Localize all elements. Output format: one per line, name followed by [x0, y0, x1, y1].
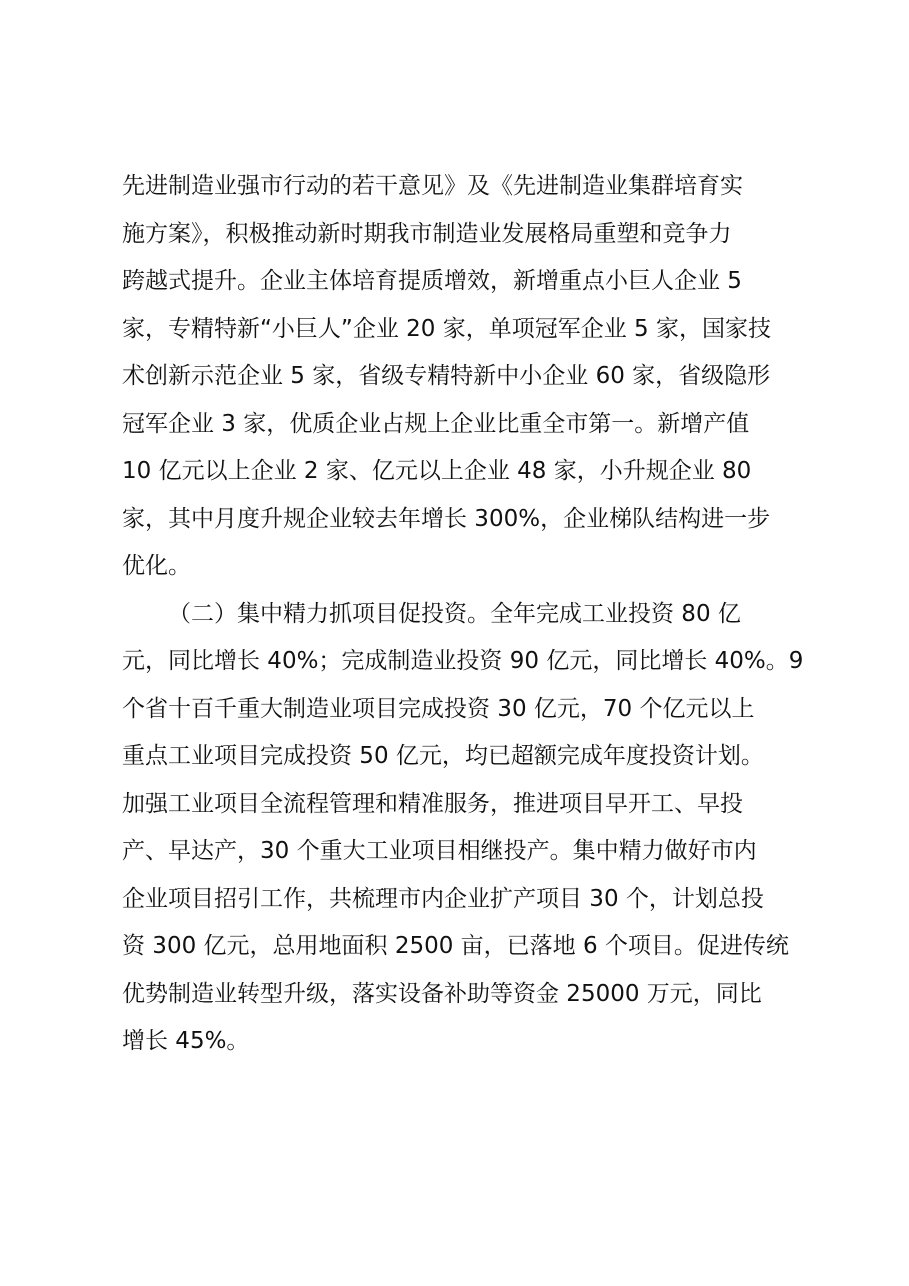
paragraph-line: 10 亿元以上企业 2 家、亿元以上企业 48 家，小升规企业 80 — [122, 458, 752, 484]
paragraph-line: 施方案》，积极推动新时期我市制造业发展格局重塑和竞争力 — [122, 220, 732, 247]
paragraph-line: 个省十百千重大制造业项目完成投资 30 亿元，70 个亿元以上 — [122, 695, 755, 722]
section-heading-line: （二）集中精力抓项目促投资。全年完成工业投资 80 亿 — [168, 600, 741, 627]
paragraph-project-investment — [122, 591, 802, 1066]
paragraph-line: 元，同比增长 40%；完成制造业投资 90 亿元，同比增长 40%。9 — [122, 648, 804, 674]
paragraph-line: 优化。 — [122, 553, 191, 579]
paragraph-enterprise-cultivation — [122, 163, 802, 591]
paragraph-line: 产、早达产，30 个重大工业项目相继投产。集中精力做好市内 — [122, 838, 757, 864]
paragraph-line: 优势制造业转型升级，落实设备补助等资金 25000 万元，同比 — [122, 980, 762, 1007]
paragraph-line: 加强工业项目全流程管理和精准服务，推进项目早开工、早投 — [122, 790, 743, 817]
paragraph-line: 重点工业项目完成投资 50 亿元，均已超额完成年度投资计划。 — [122, 743, 764, 769]
paragraph-line: 先进制造业强市行动的若干意见》及《先进制造业集群培育实 — [122, 173, 743, 199]
paragraph-line: 跨越式提升。企业主体培育提质增效，新增重点小巨人企业 5 — [122, 268, 742, 294]
paragraph-line: 企业项目招引工作，共梳理市内企业扩产项目 30 个，计划总投 — [122, 885, 764, 912]
document-body — [122, 163, 802, 1066]
paragraph-line: 家，其中月度升规企业较去年增长 300%，企业梯队结构进一步 — [122, 505, 771, 532]
paragraph-line: 家，专精特新“小巨人”企业 20 家，单项冠军企业 5 家，国家技 — [122, 315, 771, 342]
paragraph-line: 增长 45%。 — [122, 1028, 250, 1054]
paragraph-line: 冠军企业 3 家，优质企业占规上企业比重全市第一。新增产值 — [122, 410, 750, 437]
paragraph-line: 术创新示范企业 5 家，省级专精特新中小企业 60 家，省级隐形 — [122, 363, 771, 389]
paragraph-line: 资 300 亿元，总用地面积 2500 亩，已落地 6 个项目。促进传统 — [122, 933, 789, 959]
